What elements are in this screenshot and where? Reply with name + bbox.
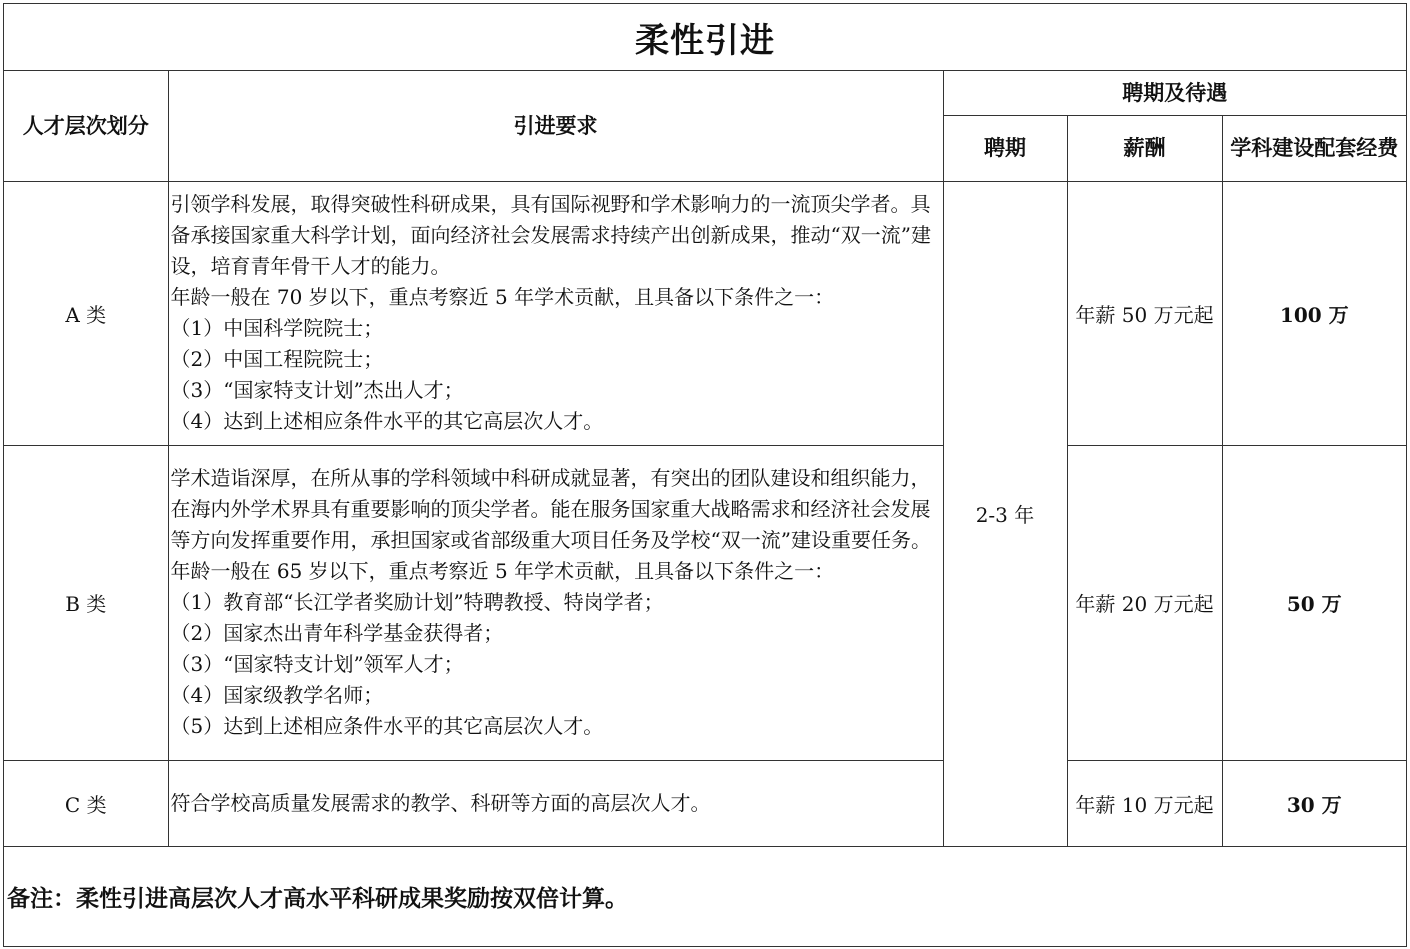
level-cell: C 类 [4, 760, 168, 846]
requirement-line: 符合学校高质量发展需求的教学、科研等方面的高层次人才。 [170, 790, 711, 815]
requirement-line: （4）国家级教学名师； [170, 683, 384, 707]
funding-cell: 30 万 [1222, 760, 1406, 846]
footnote: 备注：柔性引进高层次人才高水平科研成果奖励按双倍计算。 [7, 885, 628, 912]
header-requirements: 引进要求 [168, 71, 943, 181]
requirement-line: （5）达到上述相应条件水平的其它高层次人才。 [170, 714, 604, 738]
term-cell: 2-3 年 [943, 181, 1067, 846]
talent-table [4, 71, 1406, 847]
requirement-line: （2）国家杰出青年科学基金获得者； [170, 621, 504, 645]
requirement-line: 年龄一般在 65 岁以下，重点考察近 5 年学术贡献，且具备以下条件之一： [170, 559, 835, 583]
requirement-line: 引领学科发展，取得突破性科研成果，具有国际视野和学术影响力的一流顶尖学者。具备承接国家重大科学计划，面向经济社会发展需求持续产出创新成果，推动“双一流”建设，培育青年骨干人才的能力。 [170, 192, 931, 278]
table-row [4, 760, 1406, 846]
requirement-line: （3）“国家特支计划”杰出人才； [170, 378, 464, 402]
salary-cell: 年薪 20 万元起 [1067, 445, 1222, 760]
level-cell: A 类 [4, 181, 168, 445]
page-title: 柔性引进 [4, 4, 1406, 71]
requirement-line: 年龄一般在 70 岁以下，重点考察近 5 年学术贡献，且具备以下条件之一： [170, 285, 835, 309]
requirement-line: （1）中国科学院院士； [170, 316, 384, 340]
requirement-line: （2）中国工程院院士； [170, 347, 384, 371]
funding-cell: 100 万 [1222, 181, 1406, 445]
requirements-cell [168, 445, 943, 760]
level-cell: B 类 [4, 445, 168, 760]
policy-table-sheet [3, 3, 1407, 947]
salary-cell: 年薪 50 万元起 [1067, 181, 1222, 445]
table-row [4, 181, 1406, 445]
header-level: 人才层次划分 [4, 71, 168, 181]
requirement-line: （4）达到上述相应条件水平的其它高层次人才。 [170, 409, 604, 433]
requirement-line: 学术造诣深厚，在所从事的学科领域中科研成就显著，有突出的团队建设和组织能力，在海内外学术界具有重要影响的顶尖学者。能在服务国家重大战略需求和经济社会发展等方向发挥重要作用，承担国家或省部级重大项目任务及学校“双一流”建设重要任务。 [170, 466, 931, 552]
header-term-group: 聘期及待遇 [943, 71, 1406, 115]
salary-cell: 年薪 10 万元起 [1067, 760, 1222, 846]
header-term: 聘期 [943, 115, 1067, 181]
table-row [4, 445, 1406, 760]
header-funding: 学科建设配套经费 [1222, 115, 1406, 181]
requirements-cell [168, 760, 943, 846]
requirements-cell [168, 181, 943, 445]
header-salary: 薪酬 [1067, 115, 1222, 181]
funding-cell: 50 万 [1222, 445, 1406, 760]
requirement-line: （3）“国家特支计划”领军人才； [170, 652, 464, 676]
requirement-line: （1）教育部“长江学者奖励计划”特聘教授、特岗学者； [170, 590, 664, 614]
